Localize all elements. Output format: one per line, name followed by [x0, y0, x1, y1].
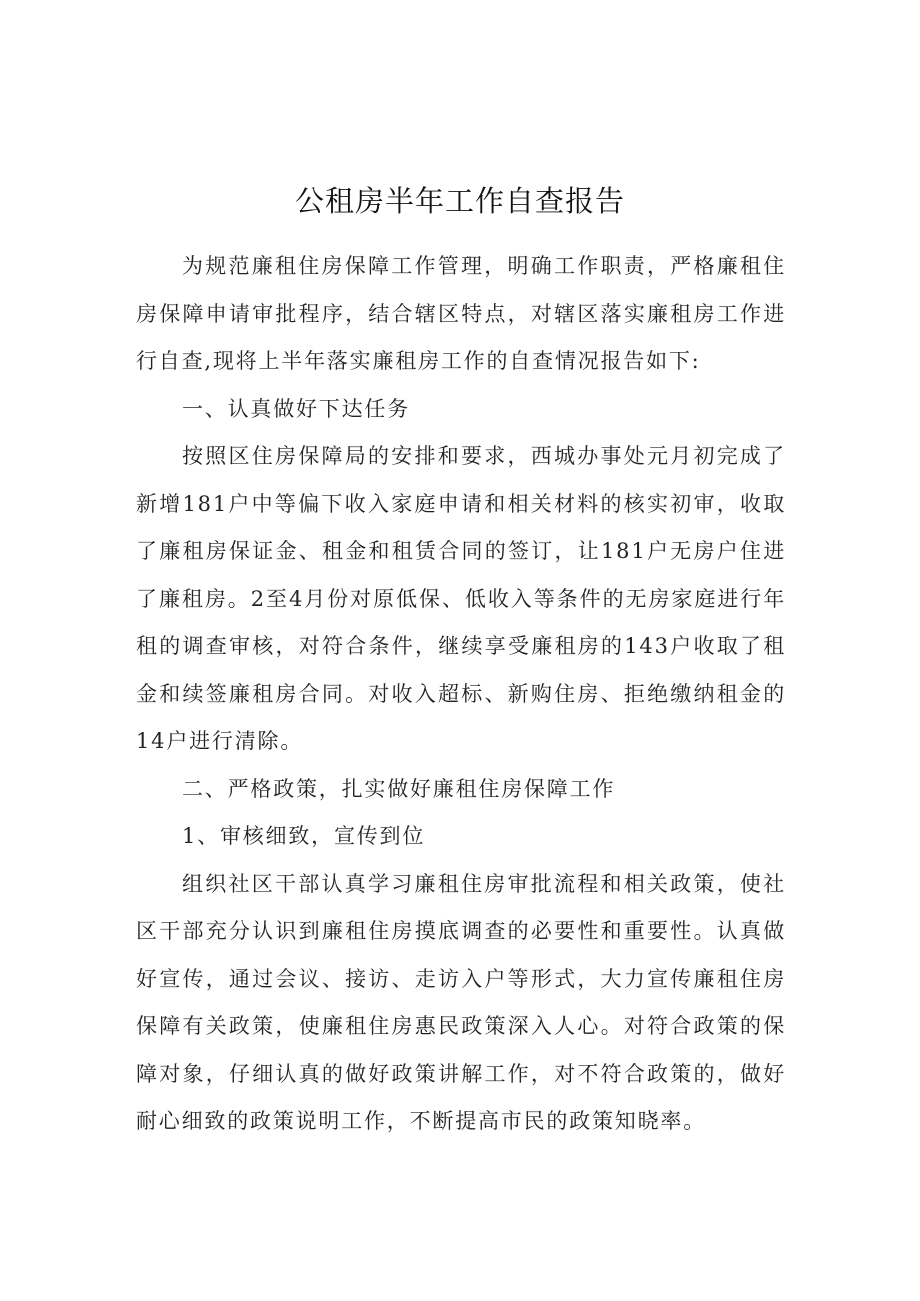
section-heading-2: 二、严格政策，扎实做好廉租住房保障工作: [182, 776, 616, 801]
section-1-paragraph: 按照区住房保障局的安排和要求，西城办事处元月初完成了新增181户中等偏下收入家庭申请和相关材料的核实初审，收取了廉租房保证金、租金和租赁合同的签订，让181户无房户住进了廉租房。2至4月份对原低保、低收入等条件的无房家庭进行年租的调查审核，对符合条件，继续享受廉租房的143户收取了租金和续签廉租房合同。对收入超标、新购住房、拒绝缴纳租金的14户进行清除。: [136, 444, 786, 753]
page-title: 公租房半年工作自查报告: [294, 184, 625, 218]
intro-paragraph: 为规范廉租住房保障工作管理，明确工作职责，严格廉租住房保障申请审批程序，结合辖区特点，对辖区落实廉租房工作进行自查,现将上半年落实廉租房工作的自查情况报告如下:: [136, 254, 786, 373]
subsection-1-paragraph: 组织社区干部认真学习廉租住房审批流程和相关政策，使社区干部充分认识到廉租住房摸底调查的必要性和重要性。认真做好宣传，通过会议、接访、走访入户等形式，大力宣传廉租住房保障有关政策，使廉租住房惠民政策深入人心。对符合政策的保障对象，仔细认真的做好政策讲解工作，对不符合政策的，做好耐心细致的政策说明工作，不断提高市民的政策知晓率。: [136, 871, 786, 1133]
subsection-heading-1: 1、审核细致，宣传到位: [182, 824, 426, 848]
section-heading-1: 一、认真做好下达任务: [182, 396, 410, 421]
document-body: [136, 243, 786, 1146]
